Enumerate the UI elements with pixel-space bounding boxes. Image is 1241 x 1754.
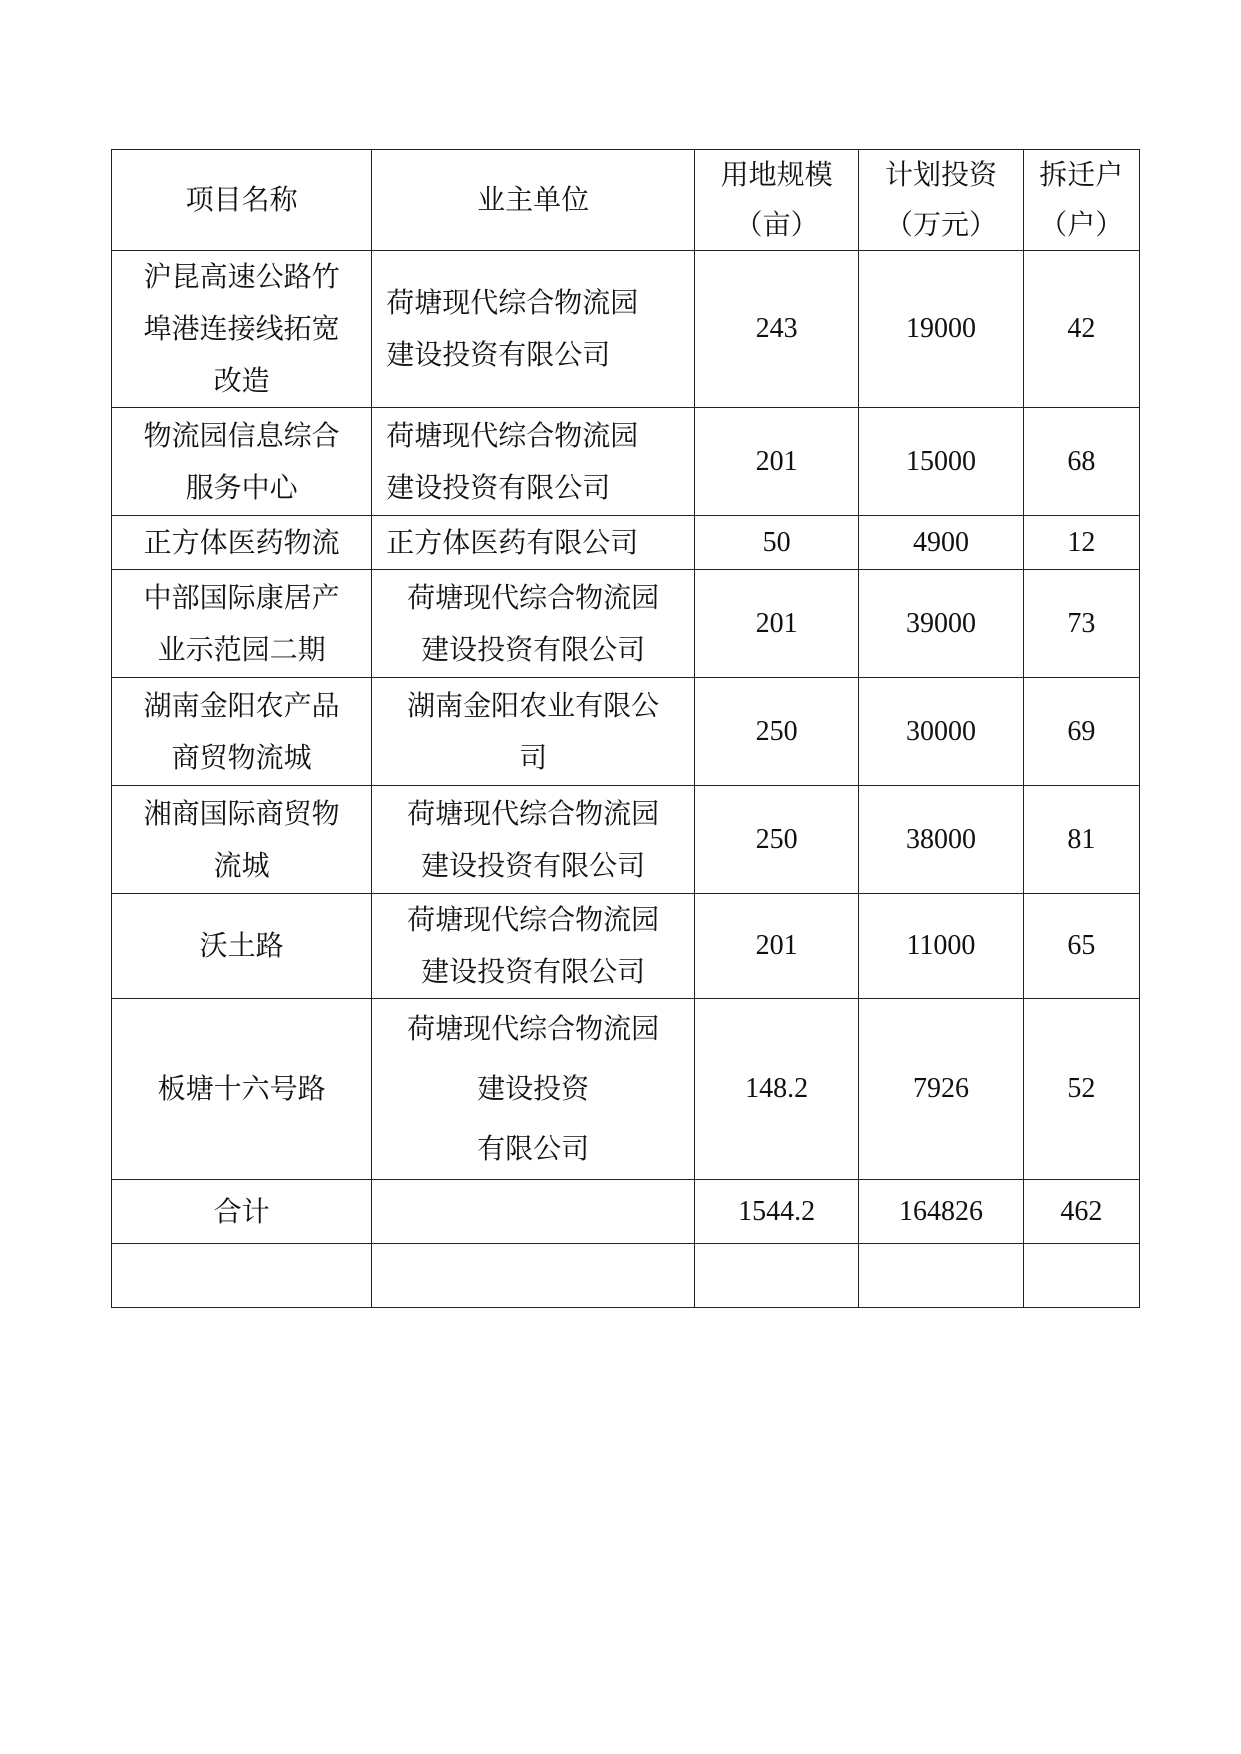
owner-unit-cell [372,251,695,408]
project-name-line: 服务中心 [185,470,298,504]
owner-unit-line: 荷塘现代综合物流园 [407,796,660,830]
relocated-households-cell: 73 [1023,570,1139,678]
project-name-line: 板塘十六号路 [157,1072,326,1105]
land-area-cell: 201 [694,894,858,999]
table-header-row [112,150,1140,251]
total-investment-cell: 164826 [859,1180,1023,1244]
land-area-cell: 201 [694,570,858,678]
table-row [112,251,1140,408]
table-row [112,999,1140,1180]
total-owner-cell [372,1180,695,1244]
relocated-households-cell: 81 [1023,786,1139,894]
land-area-cell: 243 [694,251,858,408]
owner-unit-line: 荷塘现代综合物流园 [386,286,639,319]
project-name-line: 改造 [213,364,270,397]
owner-unit-cell [372,570,695,678]
planned-investment-cell: 4900 [859,516,1023,570]
planned-investment-cell: 39000 [859,570,1023,678]
empty-row [112,1244,1140,1308]
table-row [112,678,1140,786]
total-land-area-cell: 1544.2 [694,1180,858,1244]
project-name-line: 正方体医药物流 [143,525,340,559]
owner-unit-line: 建设投资有限公司 [386,338,611,371]
table-row [112,570,1140,678]
table-row [112,786,1140,894]
land-area-cell: 250 [694,786,858,894]
owner-unit-line: 正方体医药有限公司 [386,525,639,559]
owner-unit-cell [372,516,695,570]
empty-cell [112,1244,372,1308]
header-land-area: 用地规模 （亩） [694,150,858,251]
relocated-households-cell: 65 [1023,894,1139,999]
owner-unit-line: 建设投资 [477,1072,590,1105]
project-name-line: 流城 [213,848,270,882]
header-project-name: 项目名称 [112,150,372,251]
planned-investment-cell: 15000 [859,408,1023,516]
table-row [112,516,1140,570]
land-area-cell: 148.2 [694,999,858,1180]
owner-unit-line: 湖南金阳农业有限公 [407,688,660,722]
owner-unit-cell [372,894,695,999]
land-area-cell: 250 [694,678,858,786]
project-name-cell [112,570,372,678]
project-name-line: 埠港连接线拓宽 [143,312,340,345]
table-body [112,251,1140,1308]
planned-investment-cell: 7926 [859,999,1023,1180]
total-label-cell: 合计 [112,1180,372,1244]
table-row [112,894,1140,999]
project-name-line: 商贸物流城 [171,740,312,774]
owner-unit-line: 荷塘现代综合物流园 [407,580,660,614]
project-name-cell [112,999,372,1180]
planned-investment-cell: 11000 [859,894,1023,999]
owner-unit-line: 建设投资有限公司 [421,955,646,988]
planned-investment-cell: 38000 [859,786,1023,894]
land-area-cell: 50 [694,516,858,570]
owner-unit-cell [372,678,695,786]
project-name-cell [112,786,372,894]
empty-cell [372,1244,695,1308]
header-relocated-households: 拆迁户 （户） [1023,150,1139,251]
owner-unit-line: 有限公司 [477,1132,590,1165]
owner-unit-cell [372,408,695,516]
project-name-cell [112,516,372,570]
relocated-households-cell: 68 [1023,408,1139,516]
empty-cell [1023,1244,1139,1308]
project-name-line: 沃土路 [199,929,284,962]
owner-unit-line: 荷塘现代综合物流园 [407,1012,660,1045]
relocated-households-cell: 42 [1023,251,1139,408]
owner-unit-line: 建设投资有限公司 [421,632,646,666]
owner-unit-cell [372,786,695,894]
project-name-cell [112,678,372,786]
project-name-line: 湘商国际商贸物 [143,796,340,830]
owner-unit-line: 建设投资有限公司 [421,848,646,882]
table-row [112,408,1140,516]
owner-unit-cell [372,999,695,1180]
total-households-cell: 462 [1023,1180,1139,1244]
project-name-cell [112,251,372,408]
empty-cell [859,1244,1023,1308]
project-name-cell [112,408,372,516]
relocated-households-cell: 69 [1023,678,1139,786]
relocated-households-cell: 12 [1023,516,1139,570]
project-name-line: 业示范园二期 [157,632,326,666]
header-owner-unit: 业主单位 [372,150,695,251]
project-name-line: 物流园信息综合 [143,418,340,452]
project-name-cell [112,894,372,999]
owner-unit-line: 荷塘现代综合物流园 [386,418,639,452]
total-row [112,1180,1140,1244]
planned-investment-cell: 19000 [859,251,1023,408]
project-name-line: 中部国际康居产 [143,580,340,614]
relocated-households-cell: 52 [1023,999,1139,1180]
project-table [111,149,1140,1308]
owner-unit-line: 建设投资有限公司 [386,470,611,504]
land-area-cell: 201 [694,408,858,516]
project-name-line: 湖南金阳农产品 [143,688,340,722]
project-name-line: 沪昆高速公路竹 [143,260,340,293]
header-planned-investment: 计划投资 （万元） [859,150,1023,251]
owner-unit-line: 荷塘现代综合物流园 [407,903,660,936]
planned-investment-cell: 30000 [859,678,1023,786]
owner-unit-line: 司 [519,740,548,774]
empty-cell [694,1244,858,1308]
